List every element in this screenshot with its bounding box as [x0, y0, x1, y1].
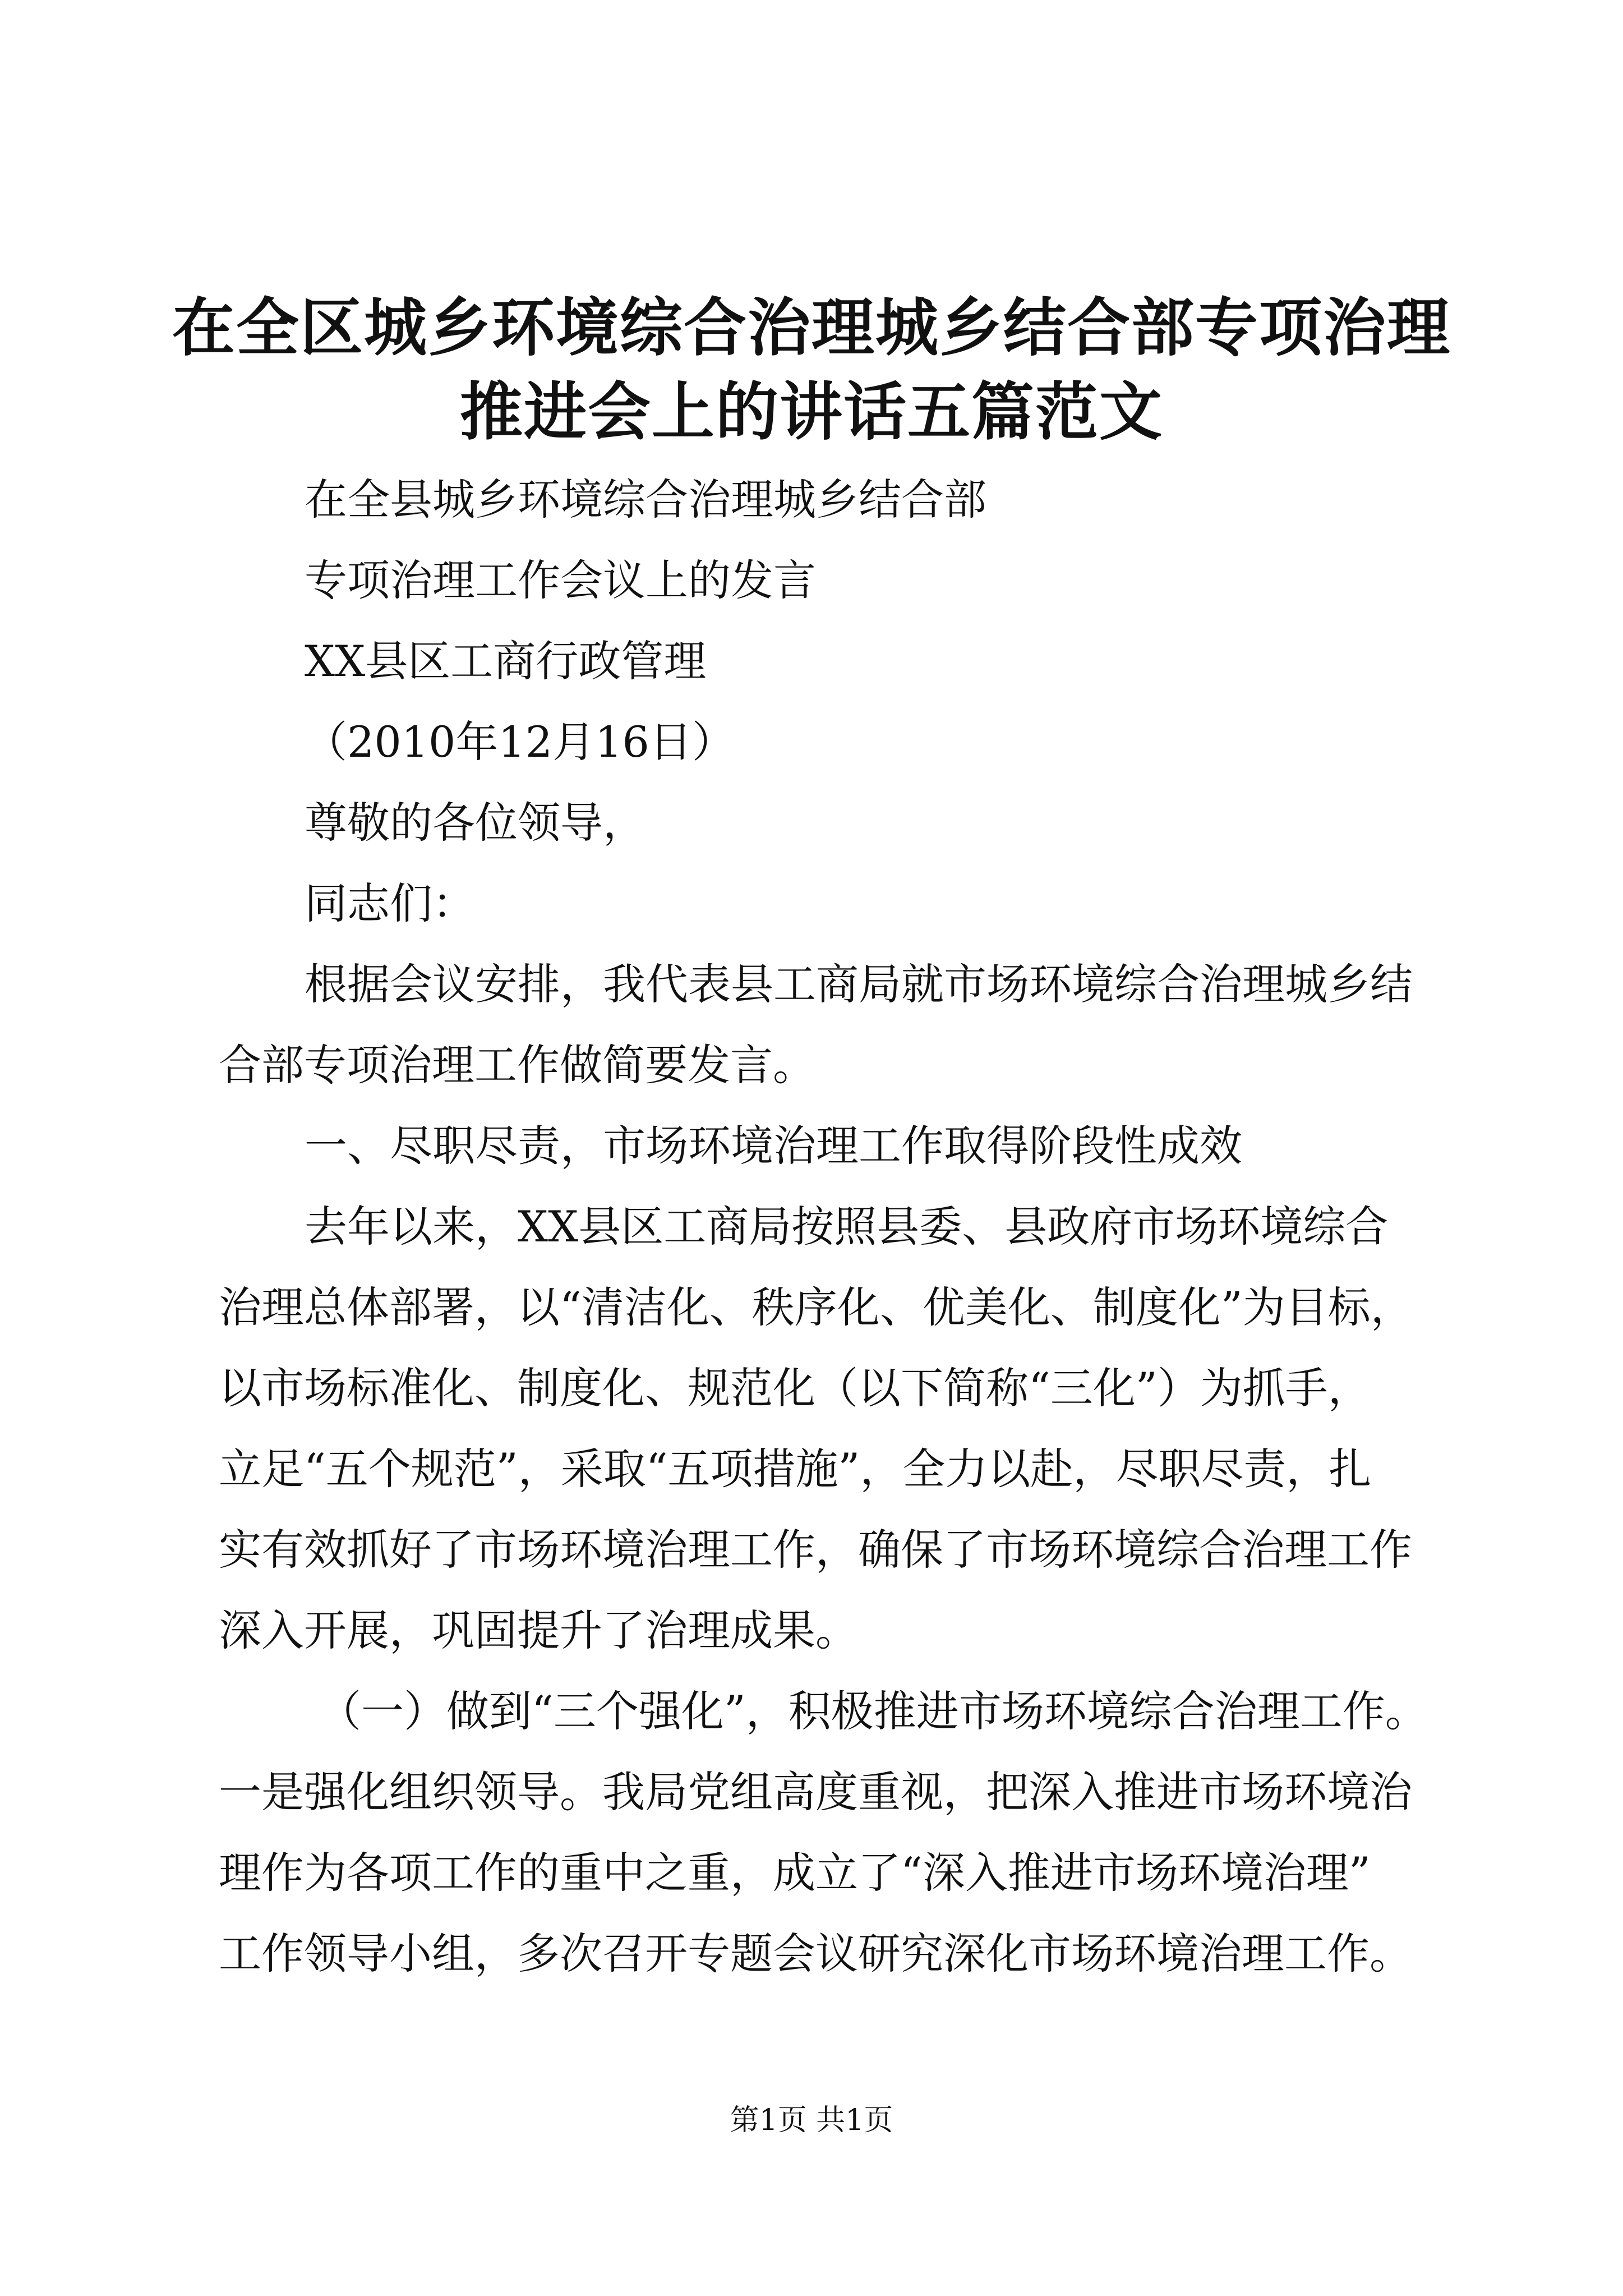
paragraph-line: 去年以来，XX县区工商局按照县委、县政府市场环境综合	[305, 1202, 1389, 1251]
date-line: （2010年12月16日）	[305, 717, 735, 767]
greeting-line: 同志们：	[305, 878, 475, 928]
paragraph-line: 治理总体部署，以“清洁化、秩序化、优美化、制度化”为目标，	[219, 1282, 1413, 1332]
page-footer: 第1页 共1页	[730, 2104, 893, 2137]
paragraph-line: 以市场标准化、制度化、规范化（以下简称“三化”）为抓手，	[219, 1363, 1371, 1413]
paragraph-line: 工作领导小组，多次召开专题会议研究深化市场环境治理工作。	[219, 1929, 1412, 1978]
paragraph-line: 理作为各项工作的重中之重，成立了“深入推进市场环境治理”	[219, 1848, 1371, 1898]
paragraph-line: 立足“五个规范”，采取“五项措施”，全力以赴，尽职尽责，扎	[219, 1444, 1372, 1494]
paragraph-line: 深入开展，巩固提升了治理成果。	[219, 1605, 858, 1655]
section-heading: 一、尽职尽责，市场环境治理工作取得阶段性成效	[305, 1121, 1242, 1171]
paragraph-line: 一是强化组织领导。我局党组高度重视，把深入推进市场环境治	[219, 1767, 1412, 1817]
subsection-heading: （一）做到“三个强化”，积极推进市场环境综合治理工作。	[319, 1686, 1428, 1736]
author-line: XX县区工商行政管理	[305, 636, 707, 686]
paragraph-line: 根据会议安排，我代表县工商局就市场环境综合治理城乡结	[305, 959, 1413, 1009]
document-title-line-2: 推进会上的讲话五篇范文	[460, 375, 1163, 449]
salutation-line: 尊敬的各位领导，	[305, 798, 645, 848]
paragraph-line: 实有效抓好了市场环境治理工作，确保了市场环境综合治理工作	[219, 1525, 1412, 1575]
subtitle-line-2: 专项治理工作会议上的发言	[305, 555, 816, 605]
document-title-line-1: 在全区城乡环境综合治理城乡结合部专项治理	[172, 291, 1451, 365]
paragraph-line: 合部专项治理工作做简要发言。	[219, 1040, 815, 1090]
subtitle-line-1: 在全县城乡环境综合治理城乡结合部	[305, 475, 986, 524]
